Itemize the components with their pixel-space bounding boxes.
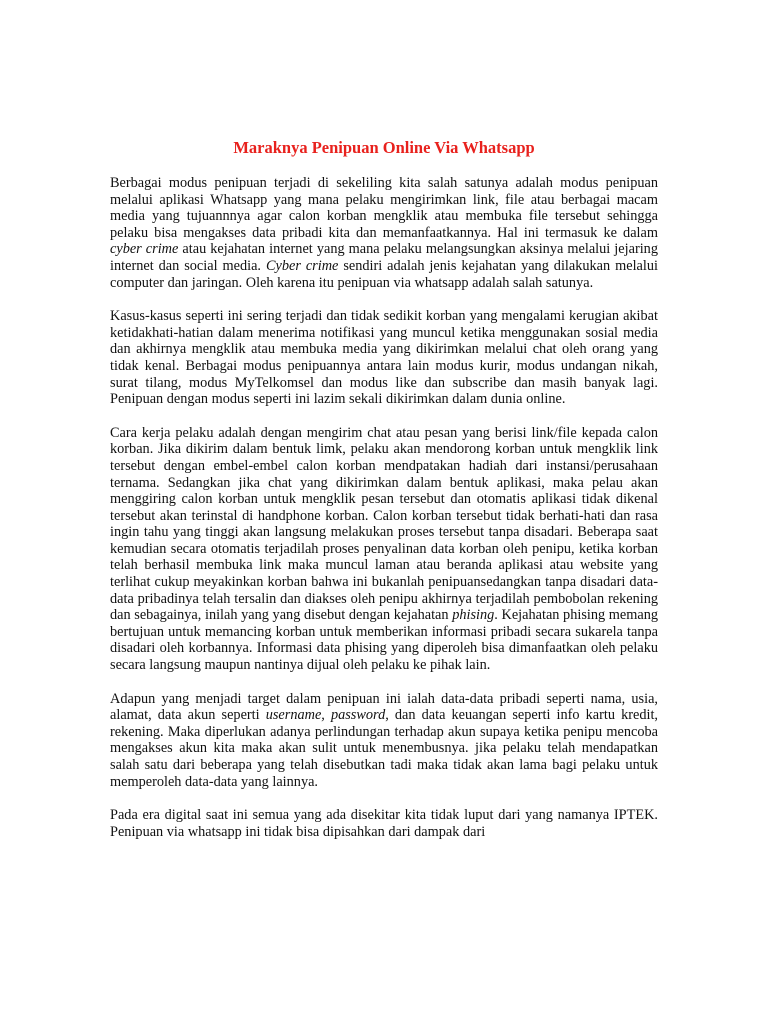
paragraph-3-italic-phising: phising — [452, 607, 495, 624]
paragraph-3 — [110, 425, 658, 674]
paragraph-4-italic-credentials: username, password — [265, 707, 386, 724]
document-body — [110, 175, 658, 840]
paragraph-1-italic-cyber-crime: cyber crime — [110, 241, 179, 258]
document-title: Maraknya Penipuan Online Via Whatsapp — [233, 138, 535, 157]
paragraph-2 — [110, 308, 658, 408]
paragraph-4-text: Adapun yang menjadi target dalam penipuan ini ialah data-data pribadi seperti nama, usia, alamat, data akun seperti — [110, 690, 658, 724]
paragraph-1-italic-cyber-crime-2: Cyber crime — [265, 257, 339, 274]
paragraph-1-text: Berbagai modus penipuan terjadi di sekeliling kita salah satunya adalah modus penipuan melalui aplikasi Whatsapp yang mana pelaku mengirimkan link, file atau berbagai macam media yang tujuannnya agar calon korban mengklik atau membuka file tersebut sehingga pelaku bisa mengakses data pribadi kita dan memanfaatkannya. Hal ini termasuk ke dalam — [110, 175, 658, 241]
paragraph-4 — [110, 691, 658, 791]
paragraph-2-text: Kasus-kasus seperti ini sering terjadi dan tidak sedikit korban yang mengalami kerugian akibat ketidakhati-hatian dalam menerima notifikasi yang muncul ketika menggunakan sosial media dan akhirnya mengklik atau membuka media yang dikirimkan melalui chat oleh orang yang tidak kenal. Berbagai modus penipuannya antara lain modus kurir, modus undangan nikah, surat tilang, modus MyTelkomsel dan modus like dan subscribe dan masih banyak lagi. Penipuan dengan modus seperti ini lazim sekali dikirimkan dalam dunia online. — [110, 308, 658, 408]
paragraph-1-text-2: atau kejahatan internet yang mana pelaku melangsungkan aksinya melalui jejaring internet dan social media. — [110, 241, 658, 274]
paragraph-1 — [110, 175, 658, 291]
paragraph-3-text: Cara kerja pelaku adalah dengan mengirim chat atau pesan yang berisi link/file kepada calon korban. Jika dikirim dalam bentuk limk, pelaku akan mendorong korban untuk mengklik link tersebut dengan embel-embel calon korban mendpatakan hadiah dari instansi/perusahaan ternama. Sedangkan jika chat yang dikirimkan dalam bentuk aplikasi, maka pelau akan menggiring calon korban untuk mengklik pesan tersebut dan otomatis aplikasi tidak dikenal tersebut akan terinstal di handphone korban. Calon korban tersebut tidak berhati-hati dan rasa ingin tahu yang tinggi akan langsung melakukan proses tersebut tanpa disadari. Beberapa saat kemudian secara otomatis terjadilah proses penyalinan data korban oleh penipu, ketika korban telah berhasil membuka link maka muncul laman atau beranda aplikasi atau website yang terlihat cukup meyakinkan korban bahwa ini bukanlah penipuansedangkan tanpa disadari data-data pribadinya telah tersalin dan diakses oleh penipu akhirnya terjadilah pembobolan rekening dan sebagainya, inilah yang yang disebut dengan kejahatan — [110, 424, 658, 624]
paragraph-4-text-2: , dan data keuangan seperti info kartu kredit, rekening. Maka diperlukan adanya perlindungan terhadap akun supaya ketika penipu mencoba mengakses akun kita maka akan sulit untuk menembusnya. jika pelaku telah mendapatkan salah satu dari beberapa yang telah disebutkan tadi maka tidak akan lama bagi pelaku untuk memperoleh data-data yang lainnya. — [110, 707, 659, 790]
paragraph-5 — [110, 807, 658, 840]
paragraph-5-text: Pada era digital saat ini semua yang ada disekitar kita tidak luput dari yang namanya IPTEK. Penipuan via whatsapp ini tidak bisa dipisahkan dari dampak dari — [110, 807, 658, 840]
paragraph-3-text-2: . Kejahatan phising memang bertujuan untuk memancing korban untuk memberikan informasi pribadi secara sukarela tanpa disadari oleh korbannya. Informasi data phising yang diperoleh bisa dimanfaatkan oleh pelaku secara langsung maupun nantinya dijual oleh pelaku ke pihak lain. — [110, 607, 659, 674]
paragraph-1-text-3: sendiri adalah jenis kejahatan yang dilakukan melalui computer dan jaringan. Oleh karena itu penipuan via whatsapp adalah salah satunya. — [110, 257, 658, 291]
